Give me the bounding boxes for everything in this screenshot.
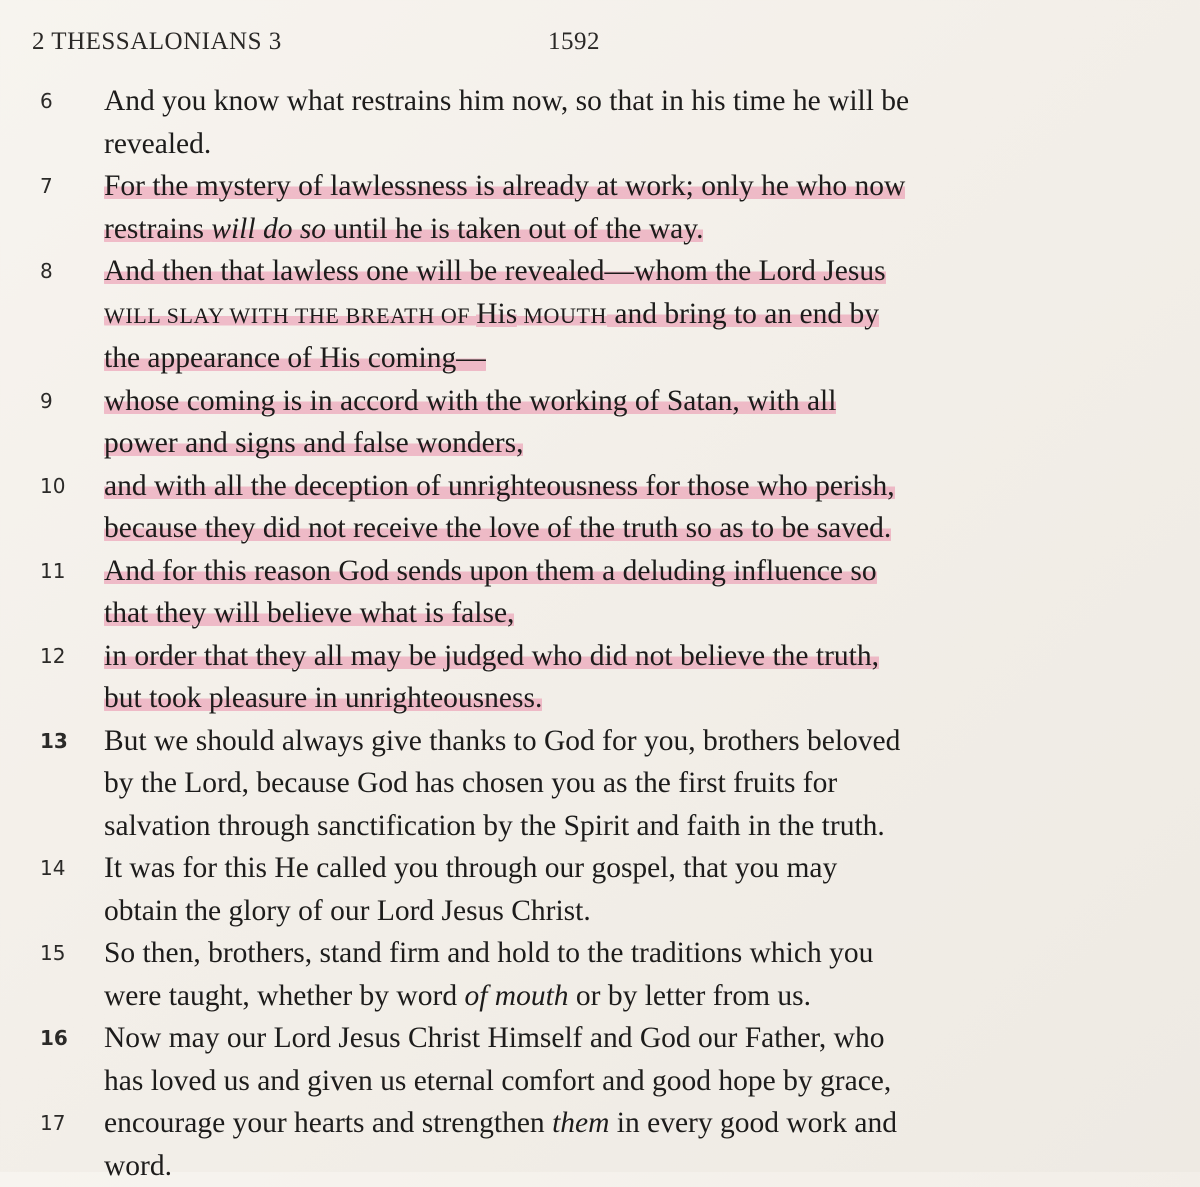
highlighted-text: in order that they all may be judged who did not believe the truth, (104, 640, 879, 672)
verse-line (104, 1060, 1114, 1103)
verse-text: Now may our Lord Jesus Christ Himself and God our Father, who (104, 1022, 884, 1054)
verse-list (0, 80, 1200, 1187)
highlighted-text: restrains (104, 213, 211, 245)
verse-line (104, 932, 1114, 975)
verse-line (104, 293, 1114, 338)
verse-line (104, 507, 1114, 550)
verse-number: 11 (40, 550, 80, 593)
highlighted-text: the appearance of His coming— (104, 342, 486, 374)
verse-line (104, 123, 1114, 166)
verse (0, 635, 1200, 720)
verse-line (104, 550, 1114, 593)
verse (0, 847, 1200, 932)
verse-text: It was for this He called you through our gospel, that you may (104, 852, 837, 884)
verse-line (104, 762, 1114, 805)
verse-line (104, 208, 1114, 251)
verse-text: of mouth (464, 980, 568, 1012)
verse-text: has loved us and given us eternal comfort and good hope by grace, (104, 1065, 891, 1097)
verse-line (104, 677, 1114, 720)
verse-number: 8 (40, 250, 80, 293)
verse-text: And you know what restrains him now, so that in his time he will be (104, 85, 909, 117)
running-head: 2 THESSALONIANS 3 (32, 28, 282, 56)
verse-text: revealed. (104, 128, 211, 160)
verse-line (104, 337, 1114, 380)
highlighted-text: and bring to an end by (607, 298, 879, 330)
highlighted-text: And for this reason God sends upon them a deluding influence so (104, 555, 877, 587)
highlighted-text: MOUTH (517, 303, 607, 328)
verse (0, 932, 1200, 1017)
verse-line (104, 465, 1114, 508)
highlighted-text: and with all the deception of unrighteousness for those who perish, (104, 470, 895, 502)
highlighted-text: power and signs and false wonders, (104, 427, 523, 459)
verse-line (104, 422, 1114, 465)
verse-line (104, 805, 1114, 848)
verse (0, 465, 1200, 550)
highlighted-text: will do so (211, 213, 326, 245)
highlighted-text: And then that lawless one will be revealed—whom the Lord Jesus (104, 255, 886, 287)
verse-text: So then, brothers, stand firm and hold to the traditions which you (104, 937, 873, 969)
verse-line (104, 975, 1114, 1018)
verse-line (104, 847, 1114, 890)
verse-line (104, 1017, 1114, 1060)
highlighted-text: that they will believe what is false, (104, 597, 514, 629)
verse-number: 16 (40, 1017, 80, 1060)
verse-number: 17 (40, 1102, 80, 1145)
verse (0, 1102, 1200, 1187)
verse-number: 12 (40, 635, 80, 678)
verse-number: 9 (40, 380, 80, 423)
verse-text: in every good work and (609, 1107, 897, 1139)
verse-line (104, 1102, 1114, 1145)
verse (0, 550, 1200, 635)
verse-line (104, 592, 1114, 635)
highlighted-text: His (476, 298, 517, 330)
verse-line (104, 1145, 1114, 1187)
verse-text: were taught, whether by word (104, 980, 464, 1012)
verse-text: salvation through sanctification by the Spirit and faith in the truth. (104, 810, 885, 842)
verse-number: 15 (40, 932, 80, 975)
verse (0, 1017, 1200, 1102)
verse-number: 7 (40, 165, 80, 208)
verse-text: obtain the glory of our Lord Jesus Christ. (104, 895, 591, 927)
highlighted-text: until he is taken out of the way. (326, 213, 703, 245)
highlighted-text: whose coming is in accord with the working of Satan, with all (104, 385, 836, 417)
verse-line (104, 80, 1114, 123)
verse-line (104, 720, 1114, 763)
verse (0, 720, 1200, 848)
verse-text: or by letter from us. (569, 980, 812, 1012)
verse (0, 80, 1200, 165)
verse (0, 250, 1200, 380)
verse-line (104, 380, 1114, 423)
verse-text: word. (104, 1150, 172, 1182)
verse-number: 13 (40, 720, 80, 763)
verse-number: 14 (40, 847, 80, 890)
verse-line (104, 250, 1114, 293)
page-number: 1592 (548, 28, 600, 56)
highlighted-text: WILL SLAY WITH THE BREATH OF (104, 303, 476, 328)
verse-text: But we should always give thanks to God for you, brothers beloved (104, 725, 900, 757)
verse-line (104, 165, 1114, 208)
verse-text: them (552, 1107, 609, 1139)
verse (0, 165, 1200, 250)
verse-line (104, 890, 1114, 933)
verse-text: by the Lord, because God has chosen you as the first fruits for (104, 767, 837, 799)
verse-number: 10 (40, 465, 80, 508)
verse (0, 380, 1200, 465)
highlighted-text: but took pleasure in unrighteousness. (104, 682, 542, 714)
verse-text: encourage your hearts and strengthen (104, 1107, 552, 1139)
highlighted-text: For the mystery of lawlessness is already at work; only he who now (104, 170, 905, 202)
verse-line (104, 635, 1114, 678)
highlighted-text: because they did not receive the love of the truth so as to be saved. (104, 512, 891, 544)
verse-number: 6 (40, 80, 80, 123)
